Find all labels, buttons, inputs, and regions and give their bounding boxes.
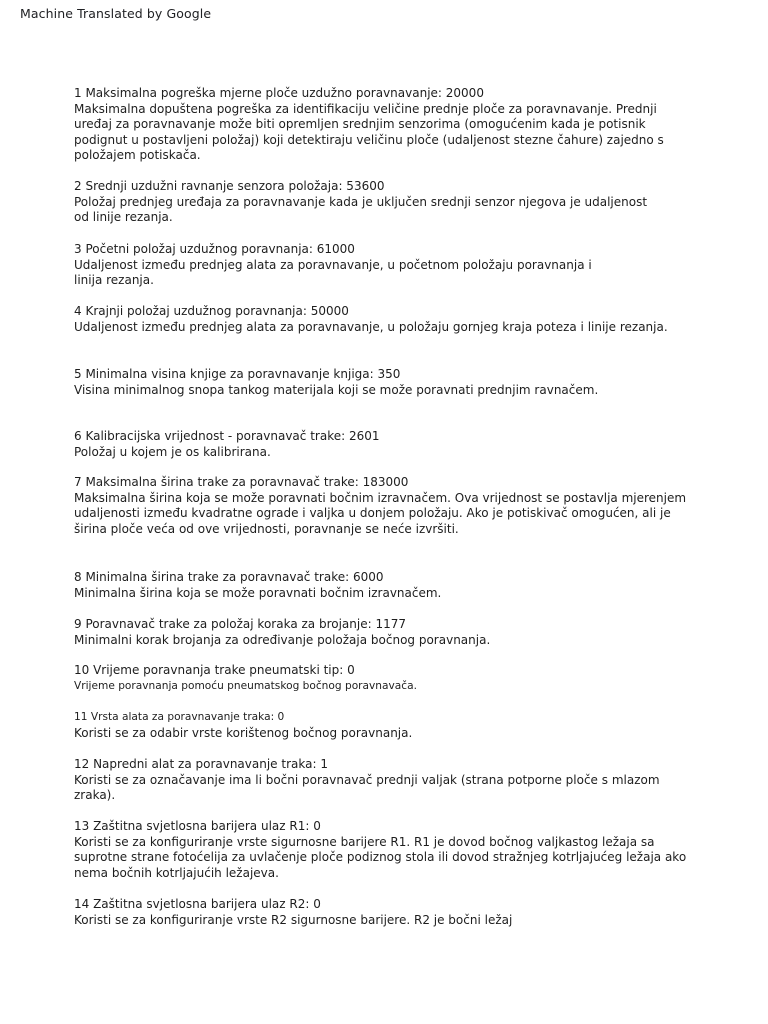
param-title: 2 Srednji uzdužni ravnanje senzora položaja: 53600 bbox=[74, 179, 385, 193]
param-8 bbox=[74, 570, 684, 601]
param-title: 10 Vrijeme poravnanja trake pneumatski tip: 0 bbox=[74, 663, 355, 677]
param-2 bbox=[74, 179, 684, 226]
param-title: 5 Minimalna visina knjige za poravnavanje knjiga: 350 bbox=[74, 367, 401, 381]
param-11 bbox=[74, 710, 684, 741]
param-desc-line: linija rezanja. bbox=[74, 273, 154, 288]
param-title: 8 Minimalna širina trake za poravnavač trake: 6000 bbox=[74, 570, 384, 584]
param-title: 3 Početni položaj uzdužnog poravnanja: 61000 bbox=[74, 242, 355, 256]
param-desc-line: Udaljenost između prednjeg alata za poravnavanje, u položaju gornjeg kraja poteza i linije rezanja. bbox=[74, 319, 668, 334]
param-title: 7 Maksimalna širina trake za poravnavač trake: 183000 bbox=[74, 475, 409, 489]
param-desc-line: Koristi se za označavanje ima li bočni poravnavač prednji valjak (strana potporne ploče s mlazom bbox=[74, 772, 660, 787]
param-desc-line: Visina minimalnog snopa tankog materijala koji se može poravnati prednjim ravnačem. bbox=[74, 382, 599, 397]
param-desc-line: Položaj u kojem je os kalibrirana. bbox=[74, 444, 271, 459]
param-6 bbox=[74, 429, 684, 460]
param-desc-line: Maksimalna dopuštena pogreška za identifikaciju veličine prednje ploče za poravnavanje. Prednji bbox=[74, 101, 657, 116]
param-14 bbox=[74, 897, 684, 928]
param-desc-line: udaljenosti između kvadratne ograde i valjka u donjem položaju. Ako je potiskivač omogućen, ali je bbox=[74, 506, 671, 521]
param-title: 9 Poravnavač trake za položaj koraka za brojanje: 1177 bbox=[74, 617, 406, 631]
param-10 bbox=[74, 663, 684, 694]
param-7 bbox=[74, 475, 687, 537]
param-3 bbox=[74, 242, 684, 289]
param-title: 4 Krajnji položaj uzdužnog poravnanja: 50000 bbox=[74, 304, 349, 318]
param-title: 6 Kalibracijska vrijednost - poravnavač trake: 2601 bbox=[74, 429, 380, 443]
param-desc-line: Vrijeme poravnanja pomoću pneumatskog bočnog poravnavača. bbox=[74, 679, 417, 692]
param-title: 13 Zaštitna svjetlosna barijera ulaz R1: 0 bbox=[74, 819, 321, 833]
param-desc-line: Koristi se za odabir vrste korištenog bočnog poravnanja. bbox=[74, 725, 413, 740]
param-desc-line: Udaljenost između prednjeg alata za poravnavanje, u početnom položaju poravnanja i bbox=[74, 257, 592, 272]
param-title: 1 Maksimalna pogreška mjerne ploče uzdužno poravnavanje: 20000 bbox=[74, 86, 484, 100]
machine-translated-banner: Machine Translated by Google bbox=[20, 6, 212, 21]
param-desc-line: podignut u postavljeni položaj) koji detektiraju veličinu ploče (udaljenost stezne čahure) zajedno s bbox=[74, 132, 664, 147]
param-desc-line: Minimalna širina koja se može poravnati bočnim izravnačem. bbox=[74, 585, 442, 600]
param-desc-line: uređaj za poravnavanje može biti opremljen srednjim senzorima (omogućenim kada je potisnik bbox=[74, 117, 646, 132]
param-desc-line: zraka). bbox=[74, 788, 116, 803]
param-desc-line: Maksimalna širina koja se može poravnati bočnim izravnačem. Ova vrijednost se postavlja mjerenjem bbox=[74, 490, 687, 505]
param-13 bbox=[74, 819, 687, 881]
param-desc-line: nema bočnih kotrljajućih ležajeva. bbox=[74, 865, 279, 880]
param-title: 11 Vrsta alata za poravnavanje traka: 0 bbox=[74, 711, 285, 723]
param-desc-line: širina ploče veća od ove vrijednosti, poravnanje se neće izvršiti. bbox=[74, 521, 459, 536]
param-title: 14 Zaštitna svjetlosna barijera ulaz R2: 0 bbox=[74, 897, 321, 911]
param-desc-line: položajem potiskača. bbox=[74, 148, 201, 163]
param-desc-line: Minimalni korak brojanja za određivanje položaja bočnog poravnanja. bbox=[74, 632, 491, 647]
param-1 bbox=[74, 86, 684, 164]
param-desc-line: Položaj prednjeg uređaja za poravnavanje kada je uključen srednji senzor njegova je udaljenost bbox=[74, 194, 648, 209]
param-desc-line: suprotne strane fotoćelija za uvlačenje ploče podiznog stola ili dovod stražnjeg kotrljajućeg ležaja ako bbox=[74, 850, 687, 865]
param-desc-line: Koristi se za konfiguriranje vrste sigurnosne barijere R1. R1 je dovod bočnog valjkastog ležaja sa bbox=[74, 834, 655, 849]
param-5 bbox=[74, 367, 684, 398]
param-4 bbox=[74, 304, 684, 335]
param-title: 12 Napredni alat za poravnavanje traka: 1 bbox=[74, 757, 328, 771]
param-12 bbox=[74, 757, 684, 804]
param-desc-line: od linije rezanja. bbox=[74, 210, 173, 225]
param-9 bbox=[74, 617, 684, 648]
param-desc-line: Koristi se za konfiguriranje vrste R2 sigurnosne barijere. R2 je bočni ležaj bbox=[74, 912, 513, 927]
